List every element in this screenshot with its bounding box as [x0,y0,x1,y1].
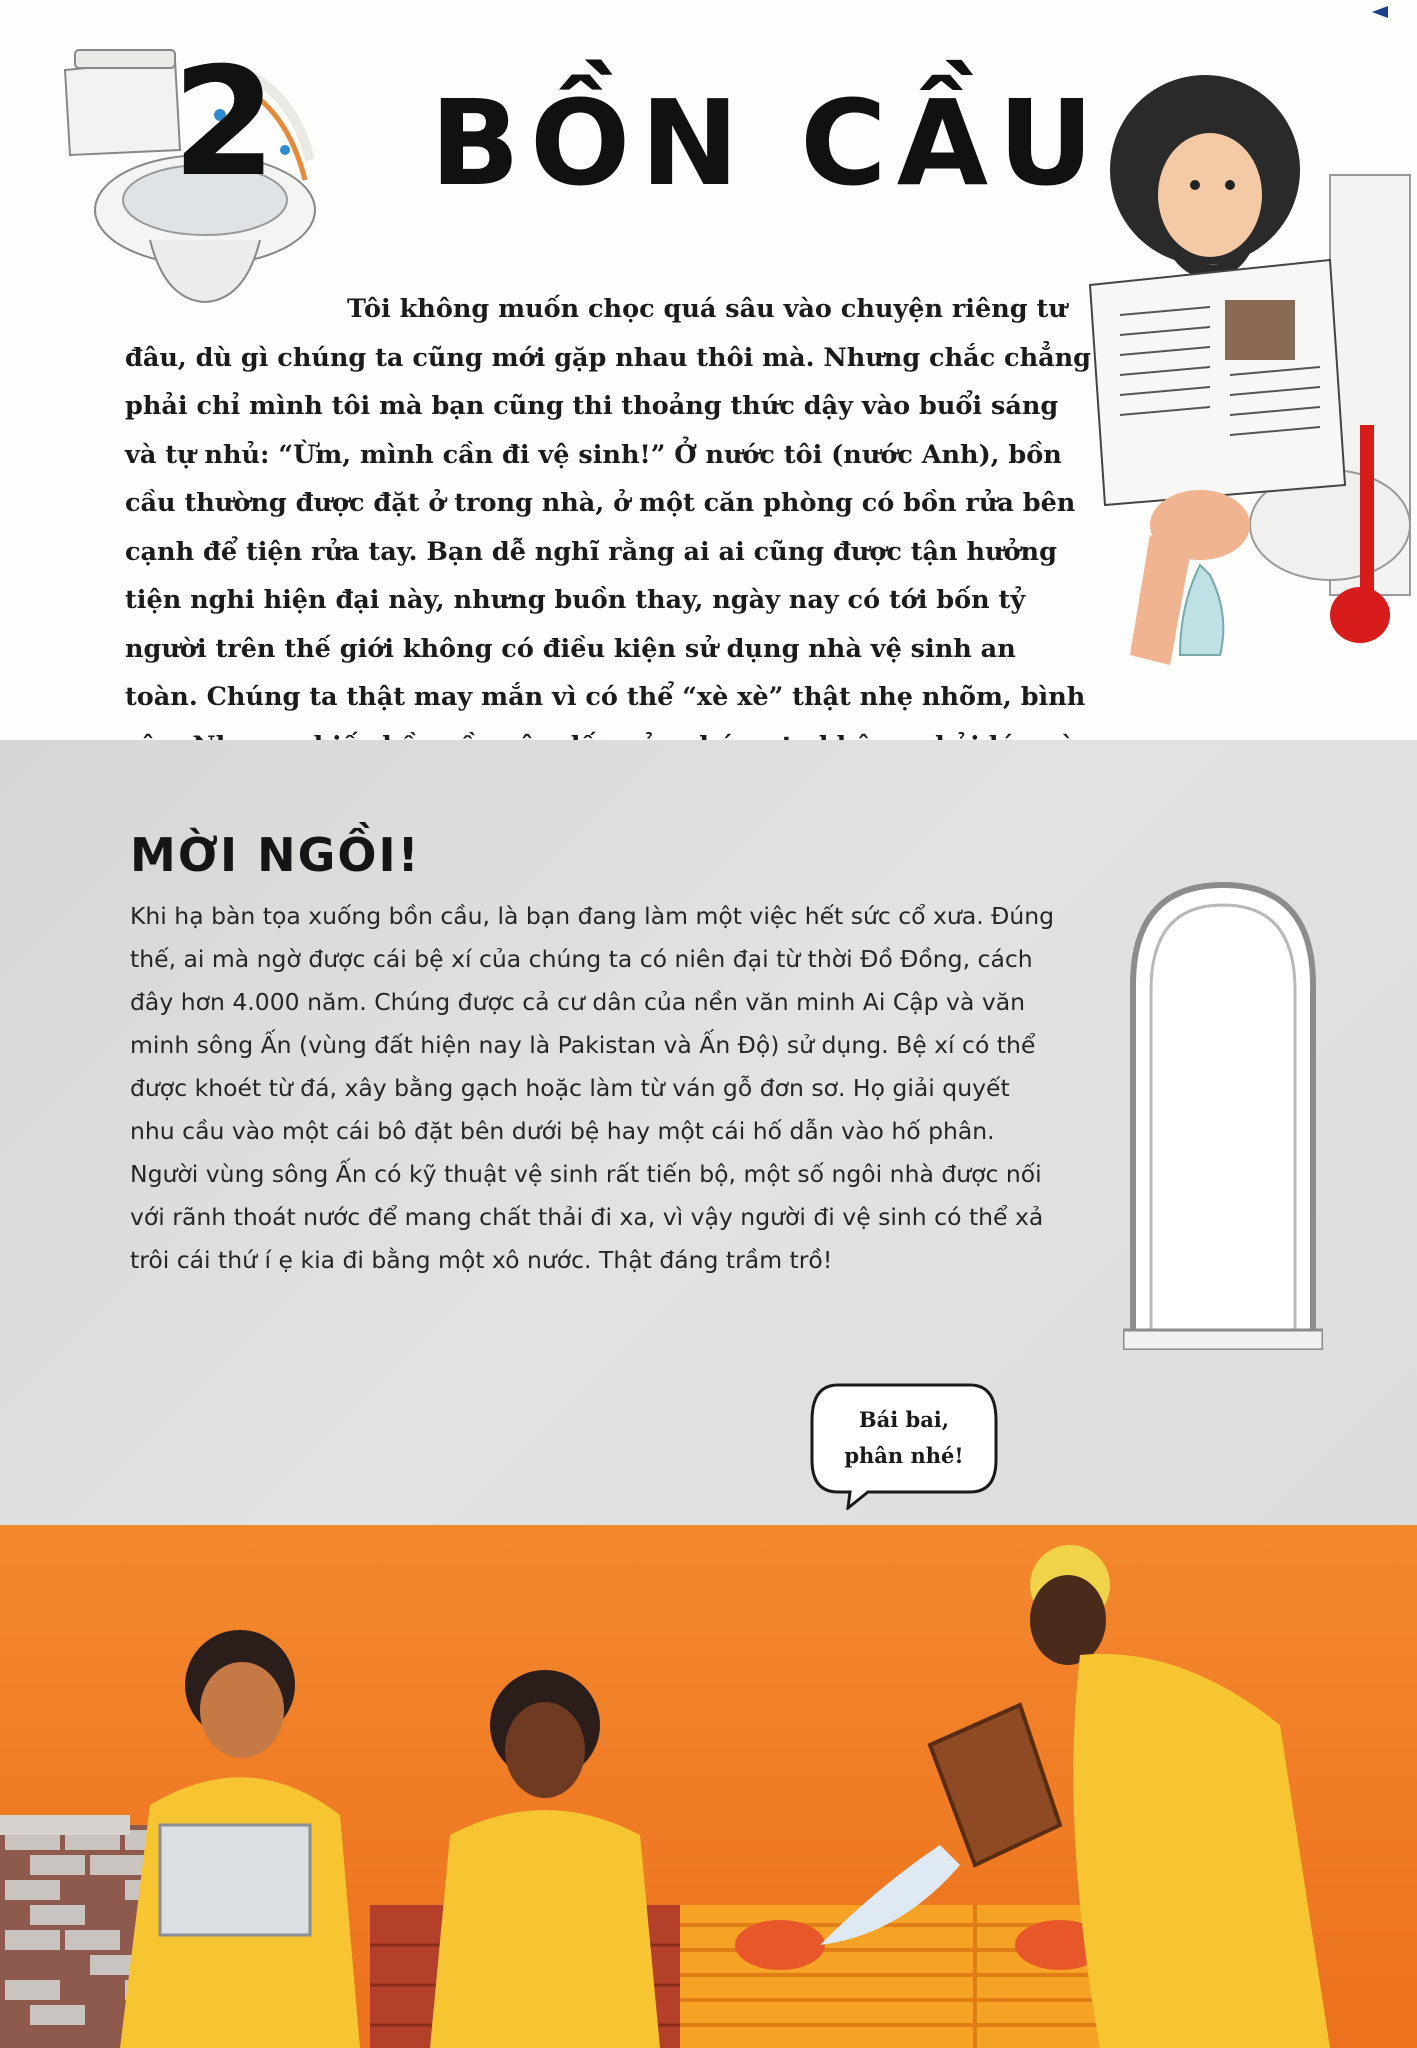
speech-line-1: Bái bai, [858,1407,950,1432]
bookmark-arrow-icon [1372,6,1388,18]
speech-bubble-text [830,1402,978,1474]
arched-window-illustration [1123,875,1323,1350]
man-reading-newspaper-illustration [1060,55,1415,695]
speech-line-2: phân nhé! [844,1443,964,1468]
page-title: BỒN CẦU [430,74,1104,212]
ancient-toilet-scene-illustration [0,1525,1417,2048]
section-paragraph: Khi hạ bàn tọa xuống bồn cầu, là bạn đang làm một việc hết sức cổ xưa. Đúng thế, ai mà ngờ được cái bệ xí của chúng ta có niên đại từ thời Đồ Đồng, cách đây hơn 4.000 năm. Chúng được cả cư dân của nền văn minh Ai Cập và văn minh sông Ấn (vùng đất hiện nay là Pakistan và Ấn Độ) sử dụng. Bệ xí có thể được khoét từ đá, xây bằng gạch hoặc làm từ ván gỗ đơn sơ. Họ giải quyết nhu cầu vào một cái bô đặt bên dưới bệ hay một cái hố dẫn vào hố phân. Người vùng sông Ấn có kỹ thuật vệ sinh rất tiến bộ, một số ngôi nhà được nối với rãnh thoát nước để mang chất thải đi xa, vì vậy người đi vệ sinh có thể xả trôi cái thứ í ẹ kia đi bằng một xô nước. Thật đáng trầm trồ! [130,902,1055,1274]
section-title: MỜI NGỒI! [130,828,421,882]
chapter-number: 2 [172,36,277,210]
intro-panel [0,0,1417,740]
intro-paragraph: Tôi không muốn chọc quá sâu vào chuyện riêng tư đâu, dù gì chúng ta cũng mới gặp nhau thôi mà. Nhưng chắc chẳng phải chỉ mình tôi mà bạn cũng thi thoảng thức dậy vào buổi sáng và tự nhủ: “Ừm, mình cần đi vệ sinh!” Ở nước tôi (nước Anh), bồn cầu thường được đặt ở trong nhà, ở một căn phòng có bồn rửa bên cạnh để tiện rửa tay. Bạn dễ nghĩ rằng ai ai cũng được tận hưởng tiện nghi hiện đại này, nhưng buồn thay, ngày nay có tới bốn tỷ người trên thế giới không có điều kiện sử dụng nhà vệ sinh an toàn. Chúng ta thật may mắn vì có thể “xè xè” thật nhẹ nhõm, bình [125,294,1092,712]
